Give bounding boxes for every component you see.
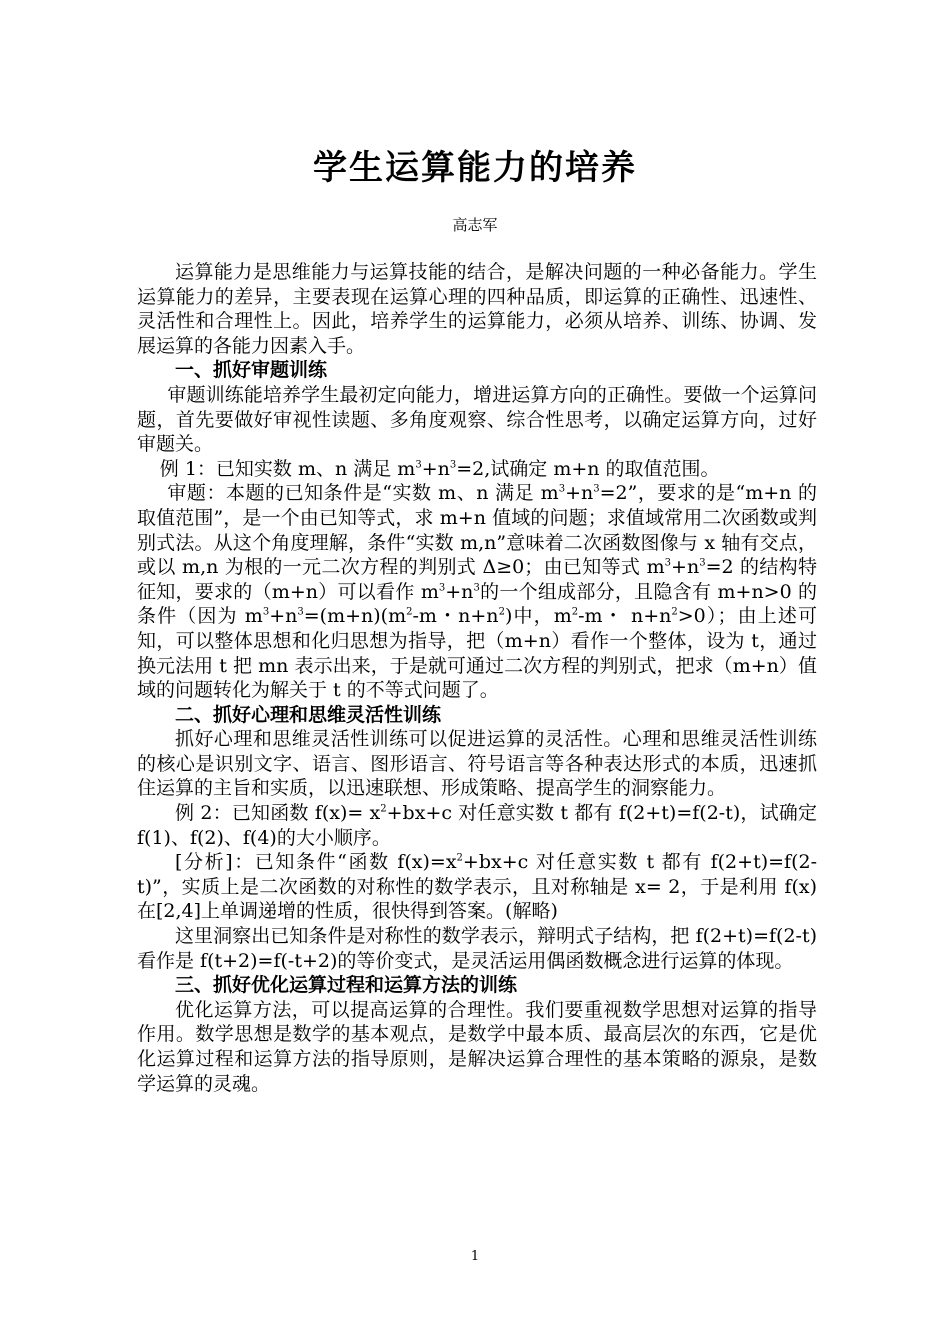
analysis-1-text: +n xyxy=(445,580,474,603)
example-2-text: +bx+c 对任意实数 t 都有 f(2+t)=f(2-t)，试确定 f(1)、f(2)、f(4)的大小顺序。 xyxy=(137,802,817,849)
superscript: 3 xyxy=(449,459,457,471)
analysis-2 xyxy=(137,850,817,924)
analysis-1-text: 的一个组成部分，且隐含有 m+n>0 的条件（因为 m xyxy=(137,580,817,628)
analysis-1-text: >0）；由上述可知，可以整体思想和化归思想为指导，把（m+n）看作一个整体，设为 t，通过换元法用 t 把 mn 表示出来，于是就可通过二次方程的判别式，把求（m+n）值域的问题转化为解关于 t 的不等式问题了。 xyxy=(137,605,818,702)
analysis-1-text: =2”，要求的是“m+n 的取值范围”，是一个由已知等式，求 m+n 值域的问题；求值域常用二次函数或判别式法。从这个角度理解，条件“实数 m,n”意味着二次函数图像与 x 轴有交点，或以 m,n 为根的一元二次方程的判别式 Δ≥0；由已知等式 m xyxy=(137,482,817,579)
superscript: 2 xyxy=(671,606,678,618)
document-body xyxy=(137,260,817,1096)
analysis-1-text: 审题：本题的已知条件是“实数 m、n 满足 m xyxy=(167,482,559,505)
section-2-paragraph: 抓好心理和思维灵活性训练可以促进运算的灵活性。心理和思维灵活性训练的核心是识别文字、语言、图形语言、符号语言等各种表达形式的本质，迅速抓住运算的主旨和实质，以迅速联想、形成策略、提高学生的洞察能力。 xyxy=(137,728,817,800)
analysis-1-text: +n xyxy=(269,605,298,628)
analysis-1-text: +n xyxy=(671,556,700,579)
analysis-2-text: [分析]：已知条件“函数 f(x)=x xyxy=(175,851,457,874)
example-2-text: 例 2：已知函数 f(x)= x xyxy=(175,802,381,825)
example-1-text: 例 1：已知实数 m、n 满足 m xyxy=(159,457,416,480)
analysis-1-text: +n xyxy=(565,482,594,505)
analysis-1-text: =2 的结构特征知，要求的（m+n）可以看作 m xyxy=(137,556,817,603)
superscript: 2 xyxy=(380,803,387,815)
example-1-text: +n xyxy=(421,457,450,480)
author-name: 高志军 xyxy=(452,216,498,234)
section-2-heading: 二、抓好心理和思维灵活性训练 xyxy=(175,703,442,726)
superscript: 3 xyxy=(593,484,600,496)
example-1 xyxy=(137,457,817,482)
analysis-1-text: =(m+n)(m xyxy=(303,605,407,628)
section-1-paragraph: 审题训练能培养学生最初定向能力，增进运算方向的正确性。要做一个运算问题，首先要做好审视性读题、多角度观察、综合性思考，以确定运算方向，过好审题关。 xyxy=(137,383,817,456)
superscript: 3 xyxy=(262,606,270,618)
section-2-conclusion: 这里洞察出已知条件是对称性的数学表示，辩明式子结构，把 f(2+t)=f(2-t)看作是 f(t+2)=f(-t+2)的等价变式，是灵活运用偶函数概念进行运算的体现。 xyxy=(137,925,817,972)
analysis-1-text: -m・n+n xyxy=(412,605,499,628)
superscript: 3 xyxy=(558,484,566,496)
superscript: 3 xyxy=(699,557,706,569)
superscript: 2 xyxy=(456,852,463,864)
document-title: 学生运算能力的培养 xyxy=(313,148,637,188)
example-1-text: =2,试确定 m+n 的取值范围。 xyxy=(456,457,720,480)
superscript: 2 xyxy=(498,606,505,618)
superscript: 3 xyxy=(415,459,422,471)
superscript: 3 xyxy=(438,582,446,594)
section-3-heading: 三、抓好优化运算过程和运算方法的训练 xyxy=(175,974,518,997)
analysis-1-text: )中，m xyxy=(504,605,572,628)
superscript: 3 xyxy=(473,582,480,594)
section-3-paragraph: 优化运算方法，可以提高运算的合理性。我们要重视数学思想对运算的指导作用。数学思想是数学的基本观点，是数学中最本质、最高层次的东西，它是优化运算过程和运算方法的指导原则，是解决运算合理性的基本策略的源泉，是数学运算的灵魂。 xyxy=(137,998,817,1095)
superscript: 3 xyxy=(297,606,304,618)
analysis-1 xyxy=(137,481,817,702)
section-1-heading: 一、抓好审题训练 xyxy=(175,359,328,382)
intro-paragraph: 运算能力是思维能力与运算技能的结合，是解决问题的一种必备能力。学生运算能力的差异，主要表现在运算心理的四种品质，即运算的正确性、迅速性、灵活性和合理性上。因此，培养学生的运算能力，必须从培养、训练、协调、发展运算的各能力因素入手。 xyxy=(137,261,817,357)
superscript: 2 xyxy=(571,606,579,618)
example-2 xyxy=(137,801,817,850)
superscript: 3 xyxy=(664,557,672,569)
superscript: 2 xyxy=(406,606,413,618)
analysis-2-text: +bx+c 对任意实数 t 都有 f(2+t)=f(2-t)”，实质上是二次函数的对称性的数学表示，且对称轴是 x= 2，于是利用 f(x)在[2,4]上单调递增的性质，很快得到答案。(解略) xyxy=(137,851,817,923)
page-number: 1 xyxy=(470,1249,480,1264)
analysis-1-text: -m・ n+n xyxy=(578,605,672,628)
